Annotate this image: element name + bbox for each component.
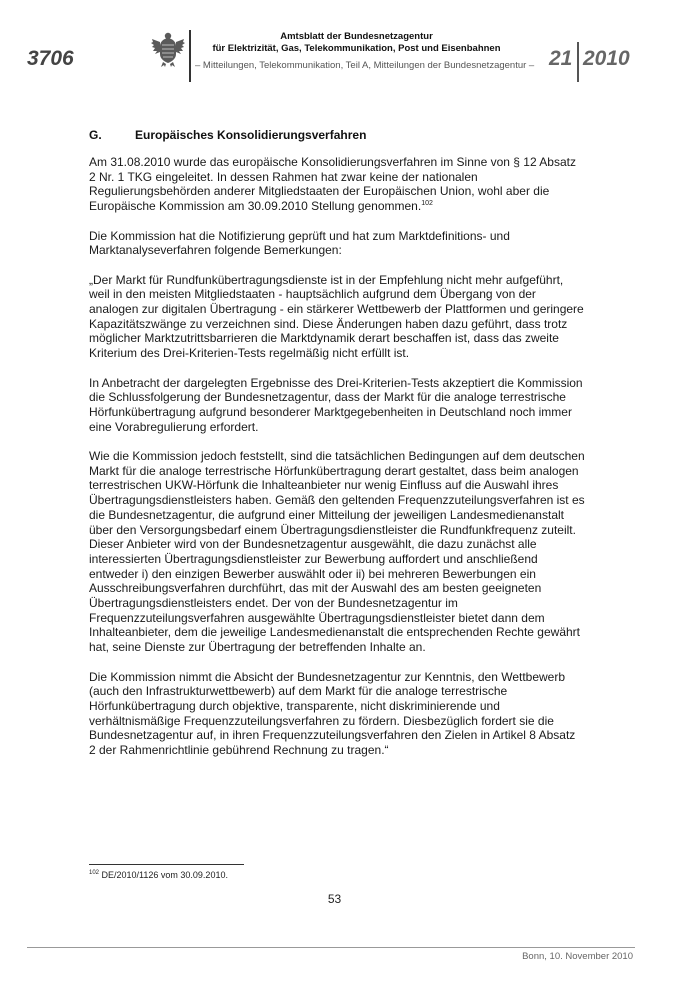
journal-subtitle: – Mitteilungen, Telekommunikation, Teil A, Mitteilungen der Bundesnetzagentur – (195, 60, 535, 71)
section-heading (89, 128, 366, 142)
footnote (89, 870, 228, 880)
paragraph-6-quote: Die Kommission nimmt die Absicht der Bundesnetzagentur zur Kenntnis, den Wettbewerb (auch den Infrastrukturwettbewerb) auf dem Markt für die analoge terrestrische Hörfunkübertragung durch objektive, transparente, nicht diskriminierende und verhältnismäßige Frequenzzuteilungsverfahren zu fördern. Diesbezüglich fordert sie die Bundesnetzagentur auf, in ihren Frequenzzuteilungsverfahren den Zielen in Artikel 8 Absatz 2 der Rahmenrichtlinie gebührend Rechnung zu tragen.“ (89, 669, 576, 758)
header-divider (189, 30, 191, 82)
paragraph-3-quote: „Der Markt für Rundfunkübertragungsdienste ist in der Empfehlung nicht mehr aufgeführt, weil in den meisten Mitgliedstaaten - hauptsächlich aufgrund dem Übergang von der analogen zur digitalen Übertragung - ein stärkerer Wettbewerb der Plattformen und geringere Kapazitätszwänge zu verzeichnen sind. Diese Änderungen haben dazu geführt, dass trotz möglicher Marktzutrittsbarrieren die Marktdynamik derart beschaffen ist, dass das zweite Kriterium des Drei-Kriterien-Tests regelmäßig nicht erfüllt ist. (89, 272, 584, 361)
paragraph-2: Die Kommission hat die Notifizierung geprüft und hat zum Marktdefinitions- und Marktanalyseverfahren folgende Bemerkungen: (89, 228, 510, 258)
footnote-number: 102 (89, 870, 100, 876)
section-title: Europäisches Konsolidierungsverfahren (135, 128, 367, 142)
issue-number: 21 (549, 47, 573, 70)
paragraph-5-quote: Wie die Kommission jedoch feststellt, sind die tatsächlichen Bedingungen auf dem deutschen Markt für die analoge terrestrische Hörfunkübertragung derart gestaltet, dass beim analogen terrestrischen UKW-Hörfunk die Inhalteanbieter nur wenig Einfluss auf die Auswahl ihres Übertragungsdienstleisters haben. Gemäß den geltenden Frequenzzuteilungsverfahren ist es die Bundesnetzagentur, die aufgrund einer Mitteilung der jeweiligen Landesmedienanstalt über den Versorgungsbedarf einem Übertragungsdienstleister die Rundfunkfrequenz zuteilt. Dieser Anbieter wird von der Bundesnetzagentur ausgewählt, die dazu zunächst alle interessierten Übertragungsdienstleister zur Bewerbung auffordert und anschließend entweder i) den einzigen Bewerber auswählt oder ii) bei mehreren Bewerbungen ein Ausschreibungsverfahren durchführt, das mit der Auswahl des am besten geeigneten Übertragungsdienstleisters endet. Der von der Bundesnetzagentur im Frequenzzuteilungsverfahren ausgewählte Übertragungsdienstleister bietet dann dem Inhalteanbieter, dem die jeweilige Landesmedienanstalt die entsprechenden Rechte gewährt hat, seine Dienste zur Übertragung der betreffenden Inhalte an. (89, 449, 585, 655)
journal-title (195, 31, 518, 55)
body-text (89, 155, 585, 772)
journal-page-number: 3706 (27, 47, 74, 70)
journal-title-line-1: Amtsblatt der Bundesnetzagentur (280, 31, 433, 42)
paragraph-1 (89, 155, 585, 214)
section-letter: G. (89, 128, 102, 142)
footnote-divider (89, 864, 244, 865)
issue-year: 2010 (583, 47, 630, 70)
journal-title-line-2: für Elektrizität, Gas, Telekommunikation, Post und Eisenbahnen (212, 43, 501, 54)
issue-divider (577, 42, 579, 82)
paragraph-4-quote: In Anbetracht der dargelegten Ergebnisse des Drei-Kriterien-Tests akzeptiert die Kommission die Schlussfolgerung der Bundesnetzagentur, dass der Markt für die analoge terrestrische Hörfunkübertragung aufgrund besonderer Marktgegebenheiten in Deutschland noch immer eine Vorabregulierung erfordert. (89, 375, 583, 434)
page-number: 53 (327, 892, 342, 906)
footnote-text: DE/2010/1126 vom 30.09.2010. (101, 870, 228, 880)
footer-divider (27, 947, 635, 948)
publication-date: Bonn, 10. November 2010 (522, 951, 633, 962)
federal-eagle-icon (151, 30, 185, 68)
footnote-reference[interactable]: 102 (421, 200, 433, 208)
paragraph-1-text: Am 31.08.2010 wurde das europäische Konsolidierungsverfahren im Sinne von § 12 Absatz 2 Nr. 1 TKG eingeleitet. In dessen Rahmen hat zwar keine der nationalen Regulierungsbehörden anderer Mitgliedstaaten der Europäischen Union, wohl aber die Europäische Kommission am 30.09.2010 Stellung genommen. (89, 155, 576, 214)
